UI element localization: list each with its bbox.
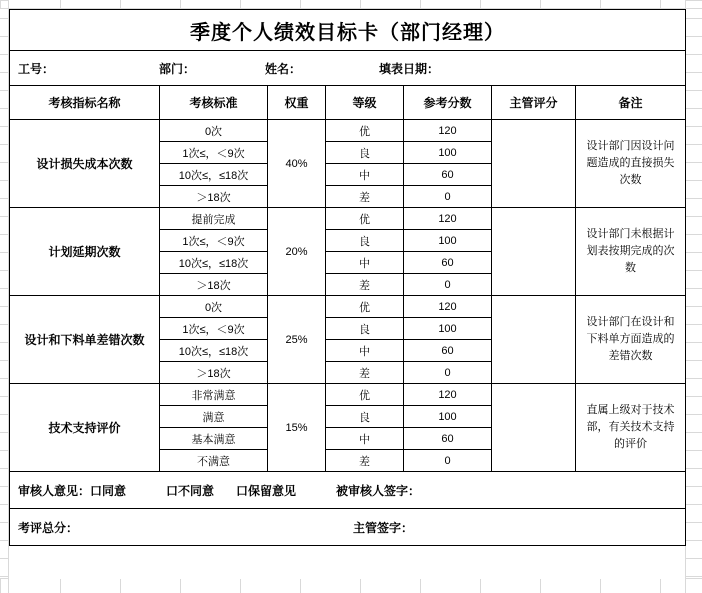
col-supervisor-score: 主管评分 xyxy=(492,86,576,120)
weight-cell: 20% xyxy=(268,208,326,296)
indicator-name: 设计和下料单差错次数 xyxy=(10,296,160,384)
right-grid-strip xyxy=(685,0,702,593)
department-label: 部门： xyxy=(159,61,196,76)
score-cell: 60 xyxy=(404,340,492,362)
standard-cell: 提前完成 xyxy=(160,208,268,230)
indicator-name: 设计损失成本次数 xyxy=(10,120,160,208)
info-row xyxy=(10,51,686,86)
standard-cell: 不满意 xyxy=(160,450,268,472)
score-cell: 120 xyxy=(404,120,492,142)
standard-cell: 非常满意 xyxy=(160,384,268,406)
title-row xyxy=(10,10,686,51)
col-reference-score: 参考分数 xyxy=(404,86,492,120)
level-cell: 良 xyxy=(326,318,404,340)
weight-cell: 25% xyxy=(268,296,326,384)
score-cell: 100 xyxy=(404,230,492,252)
level-cell: 优 xyxy=(326,384,404,406)
table-row xyxy=(10,296,686,318)
page-title: 季度个人绩效目标卡（部门经理） xyxy=(10,10,686,51)
score-cell: 120 xyxy=(404,384,492,406)
performance-goal-card xyxy=(9,9,685,579)
info-fields xyxy=(10,51,686,86)
standard-cell: 10次≤，≤18次 xyxy=(160,340,268,362)
reviewer-opinion-disagree[interactable]: 口不同意 xyxy=(166,483,215,498)
score-cell: 60 xyxy=(404,428,492,450)
date-label: 填表日期： xyxy=(379,61,440,76)
level-cell: 优 xyxy=(326,208,404,230)
total-score-row xyxy=(10,509,686,546)
score-cell: 60 xyxy=(404,252,492,274)
supervisor-score-input[interactable] xyxy=(492,120,576,208)
weight-cell: 40% xyxy=(268,120,326,208)
standard-cell: ＞18次 xyxy=(160,274,268,296)
level-cell: 良 xyxy=(326,406,404,428)
table-row xyxy=(10,208,686,230)
standard-cell: ＞18次 xyxy=(160,186,268,208)
standard-cell: 1次≤，＜9次 xyxy=(160,318,268,340)
column-header-strip xyxy=(0,0,702,9)
score-cell: 0 xyxy=(404,186,492,208)
indicator-name: 计划延期次数 xyxy=(10,208,160,296)
standard-cell: 0次 xyxy=(160,296,268,318)
level-cell: 差 xyxy=(326,450,404,472)
col-level: 等级 xyxy=(326,86,404,120)
bottom-grid-strip xyxy=(0,578,702,593)
supervisor-score-input[interactable] xyxy=(492,208,576,296)
standard-cell: 1次≤，＜9次 xyxy=(160,230,268,252)
score-cell: 100 xyxy=(404,318,492,340)
standard-cell: 0次 xyxy=(160,120,268,142)
score-cell: 0 xyxy=(404,362,492,384)
level-cell: 中 xyxy=(326,252,404,274)
remark-cell: 设计部门因设计问题造成的直接损失次数 xyxy=(576,120,686,208)
score-cell: 120 xyxy=(404,296,492,318)
weight-cell: 15% xyxy=(268,384,326,472)
score-cell: 0 xyxy=(404,274,492,296)
standard-cell: ＞18次 xyxy=(160,362,268,384)
level-cell: 优 xyxy=(326,120,404,142)
reviewer-opinion-reserve[interactable]: 口保留意见 xyxy=(236,483,297,498)
remark-cell: 设计部门在设计和下料单方面造成的差错次数 xyxy=(576,296,686,384)
level-cell: 良 xyxy=(326,142,404,164)
level-cell: 差 xyxy=(326,274,404,296)
standard-cell: 满意 xyxy=(160,406,268,428)
remark-cell: 直属上级对于技术部，有关技术支持的评价 xyxy=(576,384,686,472)
level-cell: 优 xyxy=(326,296,404,318)
level-cell: 中 xyxy=(326,164,404,186)
table-header-row xyxy=(10,86,686,120)
indicator-name: 技术支持评价 xyxy=(10,384,160,472)
table-row xyxy=(10,120,686,142)
remark-cell: 设计部门未根据计划表按期完成的次数 xyxy=(576,208,686,296)
row-header-strip xyxy=(0,0,9,593)
employee-id-label: 工号： xyxy=(18,61,55,76)
supervisor-score-input[interactable] xyxy=(492,296,576,384)
standard-cell: 基本满意 xyxy=(160,428,268,450)
level-cell: 差 xyxy=(326,186,404,208)
supervisor-score-input[interactable] xyxy=(492,384,576,472)
name-label: 姓名： xyxy=(265,61,302,76)
level-cell: 中 xyxy=(326,428,404,450)
standard-cell: 10次≤，≤18次 xyxy=(160,252,268,274)
performance-table xyxy=(9,9,686,546)
col-indicator-name: 考核指标名称 xyxy=(10,86,160,120)
standard-cell: 10次≤，≤18次 xyxy=(160,164,268,186)
col-remark: 备注 xyxy=(576,86,686,120)
level-cell: 中 xyxy=(326,340,404,362)
col-standard: 考核标准 xyxy=(160,86,268,120)
total-score-label: 考评总分： xyxy=(18,520,79,535)
review-opinion-cell xyxy=(10,472,686,509)
level-cell: 差 xyxy=(326,362,404,384)
table-row xyxy=(10,384,686,406)
supervisor-signature-label: 主管签字： xyxy=(353,520,414,535)
score-cell: 100 xyxy=(404,406,492,428)
reviewer-opinion-agree[interactable]: 审核人意见：口同意 xyxy=(18,483,127,498)
score-cell: 120 xyxy=(404,208,492,230)
score-cell: 100 xyxy=(404,142,492,164)
score-cell: 0 xyxy=(404,450,492,472)
standard-cell: 1次≤，＜9次 xyxy=(160,142,268,164)
col-weight: 权重 xyxy=(268,86,326,120)
reviewee-signature-label: 被审核人签字： xyxy=(336,483,421,498)
score-cell: 60 xyxy=(404,164,492,186)
total-score-cell xyxy=(10,509,686,546)
level-cell: 良 xyxy=(326,230,404,252)
review-opinion-row xyxy=(10,472,686,509)
